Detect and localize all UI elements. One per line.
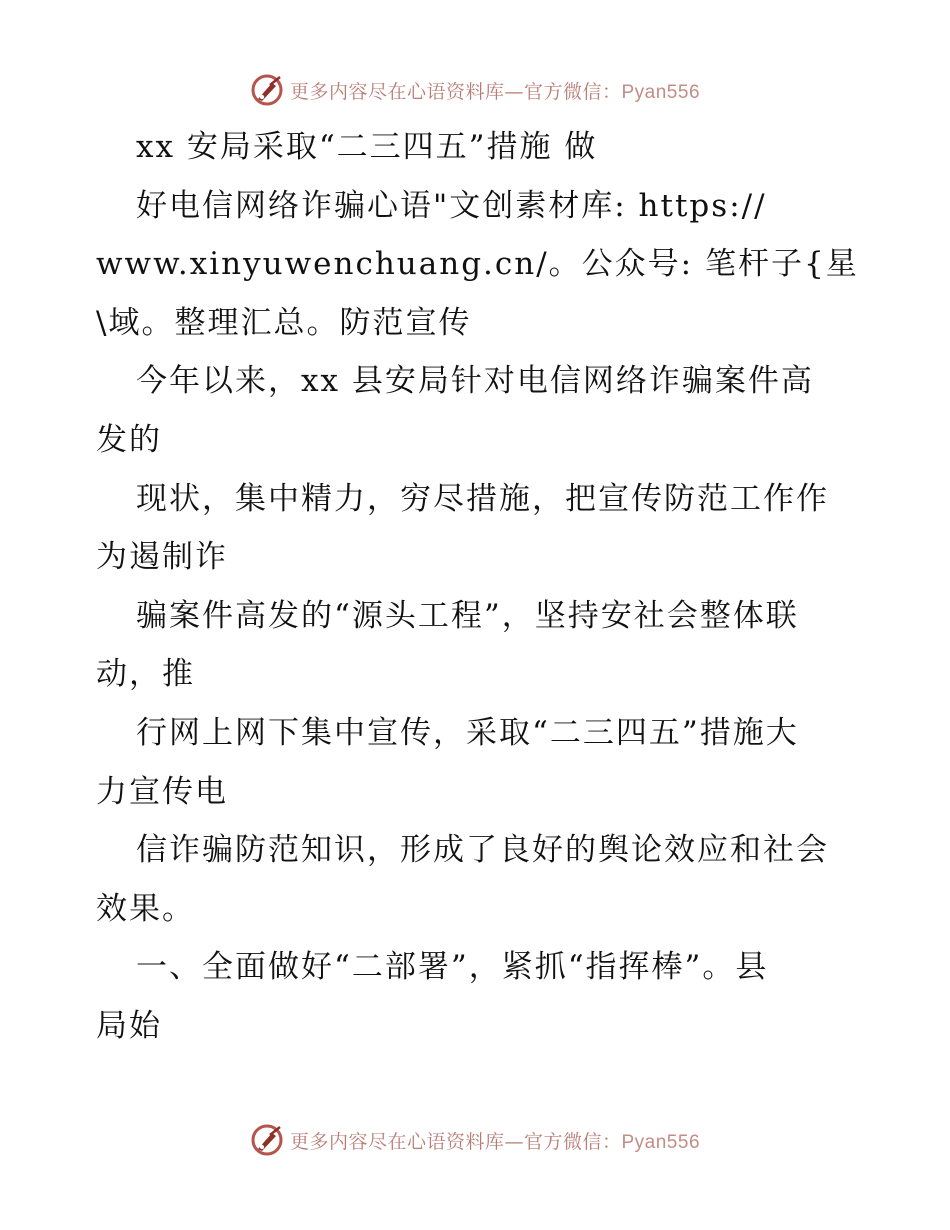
doc-line: 动，推 <box>96 656 195 693</box>
doc-line: 骗案件高发的“源头工程”，坚持安社会整体联 <box>136 597 799 634</box>
wechat-id: Pyan556 <box>621 81 701 103</box>
doc-line: 力宣传电 <box>96 773 228 810</box>
doc-line: 信诈骗防范知识，形成了良好的舆论效应和社会 <box>136 832 829 869</box>
document-body <box>96 118 859 1056</box>
doc-line: 发的 <box>96 421 162 458</box>
wechat-id: Pyan556 <box>621 1131 701 1153</box>
pen-logo-icon <box>250 73 284 107</box>
doc-line: \域。整理汇总。防范宣传 <box>96 304 472 341</box>
doc-line: 效果。 <box>96 890 195 927</box>
doc-line: 好电信网络诈骗心语"文创素材库: https:// <box>136 187 767 224</box>
doc-line: 行网上网下集中宣传，采取“二三四五”措施大 <box>136 714 799 751</box>
doc-line: 为遏制诈 <box>96 539 228 576</box>
doc-line: www.xinyuwenchuang.cn/。公众号: 笔杆子{星 <box>96 246 859 283</box>
watermark-text: 更多内容尽在心语资料库—官方微信：Pyan556 <box>289 1130 701 1153</box>
doc-line: 现状，集中精力，穷尽措施，把宣传防范工作作 <box>136 480 829 517</box>
doc-line: 今年以来，xx 县安局针对电信网络诈骗案件高 <box>136 363 814 400</box>
watermark-text: 更多内容尽在心语资料库—官方微信：Pyan556 <box>289 80 701 103</box>
footer-watermark <box>0 1120 950 1160</box>
doc-line: 局始 <box>96 1007 162 1044</box>
header-watermark <box>0 70 950 110</box>
pen-logo-icon <box>250 1123 284 1157</box>
doc-line: xx 安局采取“二三四五”措施 做 <box>136 129 598 165</box>
doc-line: 一、全面做好“二部署”，紧抓“指挥棒”。县 <box>136 949 769 986</box>
